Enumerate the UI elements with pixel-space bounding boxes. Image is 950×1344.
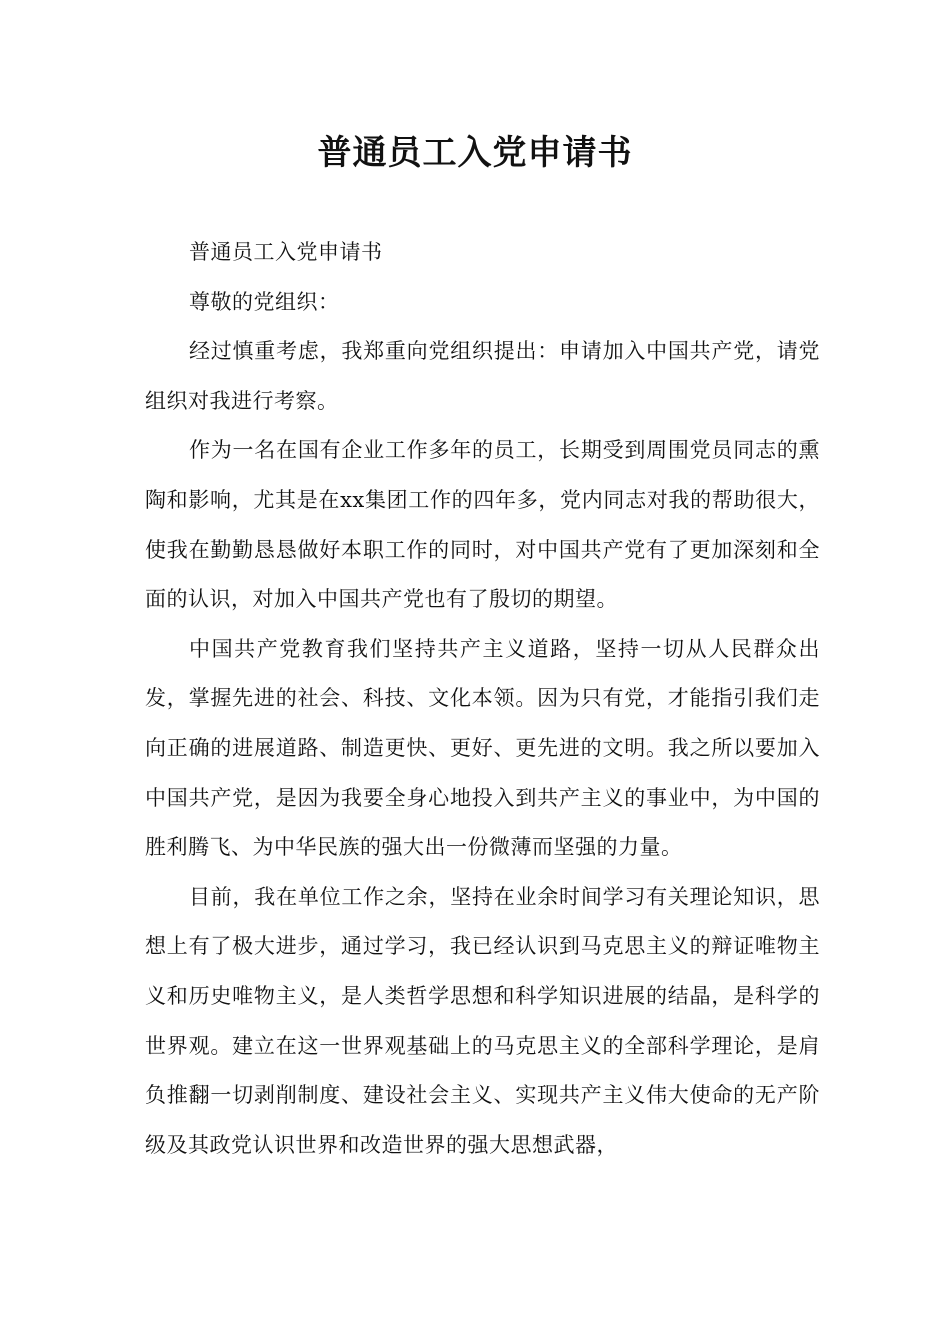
paragraph-party-education: 中国共产党教育我们坚持共产主义道路，坚持一切从人民群众出发，掌握先进的社会、科技、文化本领。因为只有党，才能指引我们走向正确的进展道路、制造更快、更好、更先进的文明。我之所以要加入中国共产党，是因为我要全身心地投入到共产主义的事业中，为中国的胜利腾飞、为中华民族的强大出一份微薄而坚强的力量。 bbox=[145, 636, 820, 860]
paragraph-heading: 普通员工入党申请书 bbox=[189, 240, 383, 264]
paragraph-study: 目前，我在单位工作之余，坚持在业余时间学习有关理论知识，思想上有了极大进步，通过学习，我已经认识到马克思主义的辩证唯物主义和历史唯物主义，是人类哲学思想和科学知识进展的结晶，是科学的世界观。建立在这一世界观基础上的马克思主义的全部科学理论，是肩负推翻一切剥削制度、建设社会主义、实现共产主义伟大使命的无产阶级及其政党认识世界和改造世界的强大思想武器， bbox=[145, 884, 820, 1157]
document-body bbox=[145, 228, 820, 1170]
document-title: 普通员工入党申请书 bbox=[317, 133, 633, 173]
paragraph-application: 经过慎重考虑，我郑重向党组织提出：申请加入中国共产党，请党组织对我进行考察。 bbox=[145, 339, 820, 413]
paragraph-salutation: 尊敬的党组织： bbox=[189, 289, 340, 314]
paragraph-motivation: 作为一名在国有企业工作多年的员工，长期受到周围党员同志的熏陶和影响，尤其是在xx集团工作的四年多，党内同志对我的帮助很大，使我在勤勤恳恳做好本职工作的同时，对中国共产党有了更加深刻和全面的认识，对加入中国共产党也有了殷切的期望。 bbox=[145, 438, 820, 612]
